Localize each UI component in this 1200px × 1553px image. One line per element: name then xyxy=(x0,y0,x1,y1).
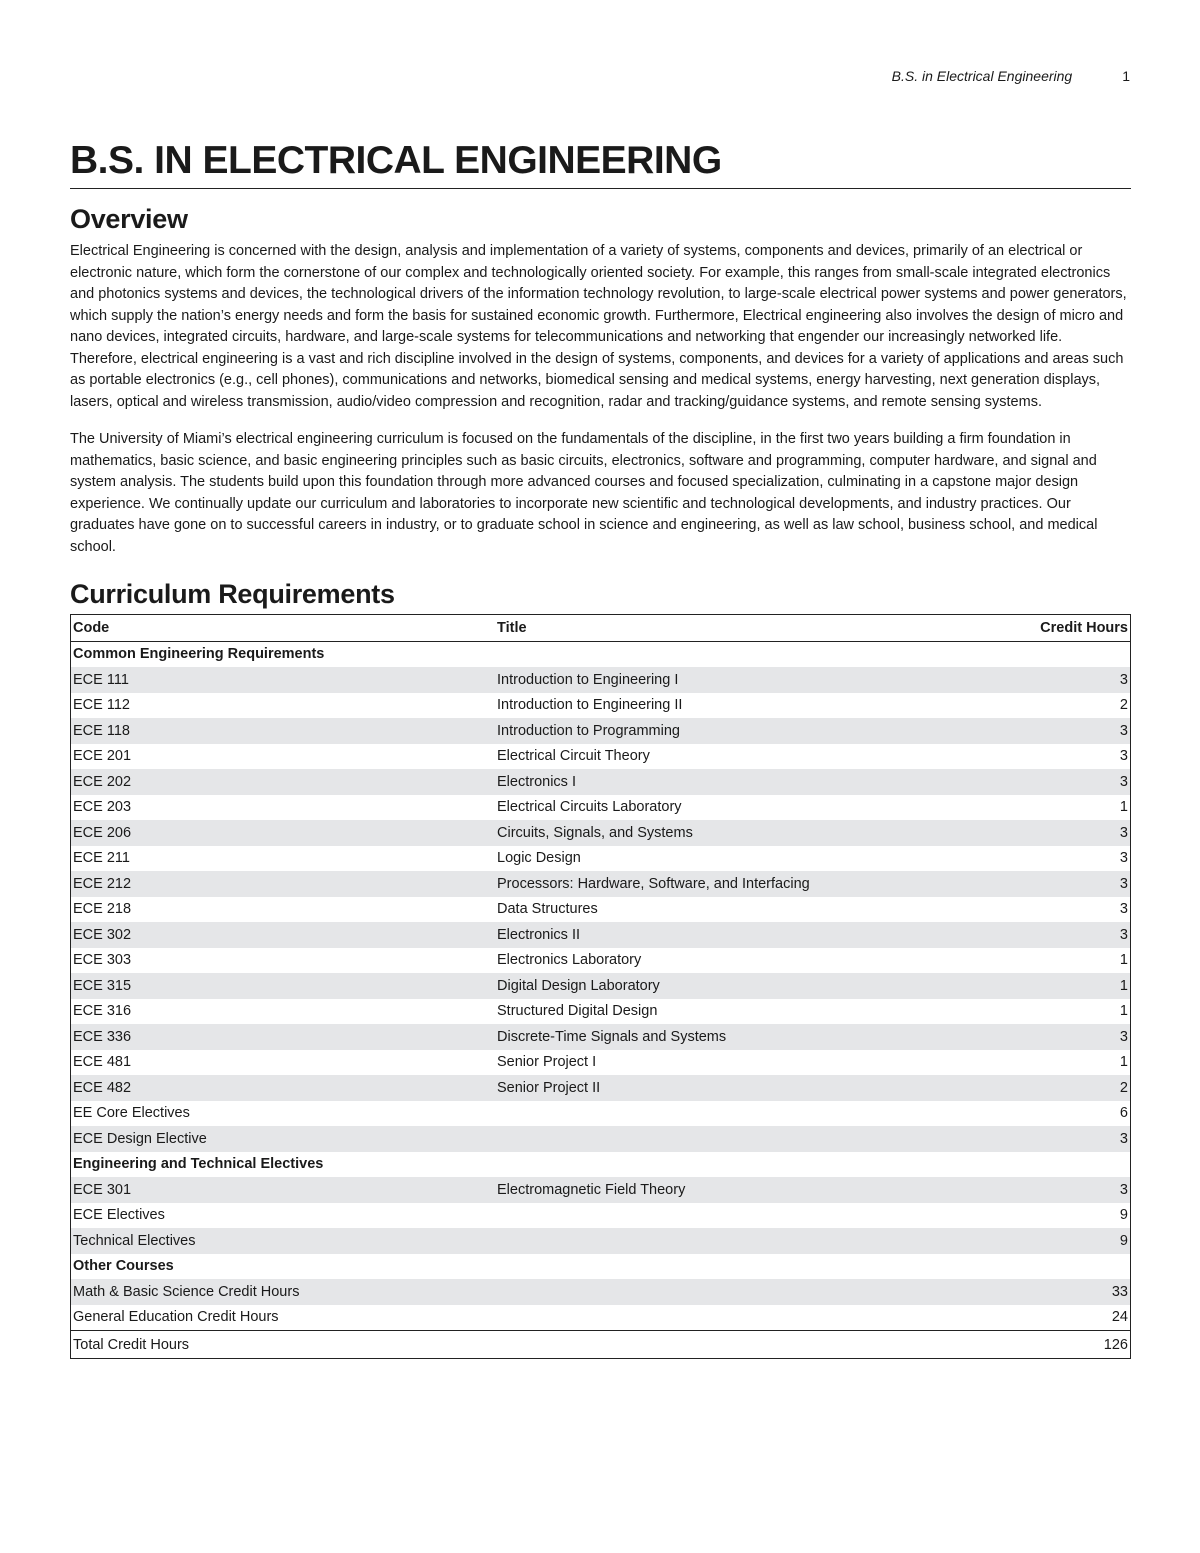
cell-title xyxy=(495,1203,987,1229)
cell-code: ECE 201 xyxy=(73,748,132,765)
table-row xyxy=(71,667,1131,693)
cell-title: Introduction to Programming xyxy=(495,718,987,744)
cell-code: ECE 112 xyxy=(73,697,130,714)
cell-credit-hours: 1 xyxy=(1119,1054,1128,1071)
cell-code: ECE 206 xyxy=(71,820,496,846)
overview-paragraph-1: Electrical Engineering is concerned with the design, analysis and implementation of a variety of systems, components and devices, primarily of an electrical or electronic nature, which form the cornerstone of our complex and technologically oriented society. For example, this ranges from small-scale integrated electronics and photonics systems and devices, the technological drivers of the information technology revolution, to large-scale electrical power systems and power generators, which supply the nation’s energy needs and form the basis for sustained economic growth. Furthermore, Electrical engineering also involves the design of micro and nano devices, integrated circuits, hardware, and large-scale systems for telecommunications and networking that engender our increasingly networked life. Therefore, electrical engineering is a vast and rich discipline involved in the design of systems, components, and devices for a variety of applications and areas such as portable electronics (e.g., cell phones), communications and networks, biomedical sensing and medical systems, energy harvesting, next generation displays, lasers, optical and wireless transmission, audio/video compression and recognition, radar and tracking/guidance systems, and remote sensing systems. xyxy=(70,243,1127,410)
cell-title: Logic Design xyxy=(497,850,581,867)
table-row xyxy=(71,1126,1131,1152)
cell-title xyxy=(495,1254,987,1280)
table-row xyxy=(71,1075,1131,1101)
cell-code: EE Core Electives xyxy=(73,1105,190,1122)
curriculum-table-body xyxy=(71,641,1131,1331)
table-row xyxy=(71,718,1131,744)
table-row xyxy=(71,1228,1131,1254)
cell-credit-hours xyxy=(987,1152,1130,1178)
cell-title: Processors: Hardware, Software, and Interfacing xyxy=(495,871,987,897)
cell-title: Electronics I xyxy=(495,769,987,795)
cell-code: ECE 111 xyxy=(71,667,496,693)
cell-code: Math & Basic Science Credit Hours xyxy=(71,1279,496,1305)
cell-credit-hours: 3 xyxy=(987,922,1130,948)
total-label: Total Credit Hours xyxy=(71,1331,988,1359)
table-row xyxy=(71,795,1131,821)
cell-title: Electronics II xyxy=(495,922,987,948)
cell-title: Introduction to Engineering II xyxy=(497,697,683,714)
table-row xyxy=(71,1279,1131,1305)
cell-code: ECE 482 xyxy=(71,1075,496,1101)
cell-credit-hours: 6 xyxy=(1119,1105,1128,1122)
cell-title: Electrical Circuit Theory xyxy=(497,748,650,765)
table-row xyxy=(71,1177,1131,1203)
cell-title: Digital Design Laboratory xyxy=(495,973,987,999)
cell-credit-hours: 3 xyxy=(987,871,1130,897)
cell-credit-hours: 3 xyxy=(987,718,1130,744)
cell-code: ECE 301 xyxy=(71,1177,496,1203)
table-section-row xyxy=(71,1254,1131,1280)
cell-code: ECE 303 xyxy=(73,952,132,969)
cell-code: Other Courses xyxy=(73,1258,174,1275)
table-row xyxy=(71,871,1131,897)
curriculum-table xyxy=(70,614,1131,1359)
running-head xyxy=(892,68,1130,84)
cell-title: Electromagnetic Field Theory xyxy=(495,1177,987,1203)
table-header-row xyxy=(71,615,1131,642)
table-row xyxy=(71,1101,1131,1127)
table-row xyxy=(71,948,1131,974)
cell-title xyxy=(495,1152,987,1178)
cell-title: Electrical Circuits Laboratory xyxy=(497,799,682,816)
table-row xyxy=(71,846,1131,872)
cell-code: ECE 315 xyxy=(71,973,496,999)
cell-title: Introduction to Engineering I xyxy=(495,667,987,693)
cell-title xyxy=(495,1228,987,1254)
cell-credit-hours: 2 xyxy=(987,1075,1130,1101)
cell-credit-hours: 3 xyxy=(987,667,1130,693)
column-header-code: Code xyxy=(71,615,496,642)
cell-credit-hours: 1 xyxy=(1119,1003,1128,1020)
cell-credit-hours: 9 xyxy=(1119,1207,1128,1224)
table-row xyxy=(71,1050,1131,1076)
cell-code: ECE 118 xyxy=(71,718,496,744)
cell-code: General Education Credit Hours xyxy=(73,1309,279,1326)
cell-credit-hours: 3 xyxy=(987,769,1130,795)
table-row xyxy=(71,820,1131,846)
cell-code: ECE 203 xyxy=(73,799,132,816)
cell-credit-hours: 3 xyxy=(1119,748,1128,765)
cell-credit-hours: 3 xyxy=(987,1024,1130,1050)
cell-title xyxy=(495,1305,987,1331)
cell-credit-hours: 3 xyxy=(1119,901,1128,918)
overview-heading: Overview xyxy=(70,204,188,234)
cell-code: ECE 211 xyxy=(73,850,130,867)
table-row xyxy=(71,999,1131,1025)
table-row xyxy=(71,922,1131,948)
page-number: 1 xyxy=(1122,68,1130,84)
table-row xyxy=(71,744,1131,770)
cell-title: Data Structures xyxy=(497,901,598,918)
cell-credit-hours: 1 xyxy=(1119,799,1128,816)
cell-credit-hours: 24 xyxy=(1111,1309,1128,1326)
cell-credit-hours: 1 xyxy=(1119,952,1128,969)
cell-title xyxy=(495,1126,987,1152)
cell-code: ECE 212 xyxy=(71,871,496,897)
cell-title: Electronics Laboratory xyxy=(497,952,642,969)
cell-title: Senior Project I xyxy=(497,1054,597,1071)
cell-title: Circuits, Signals, and Systems xyxy=(495,820,987,846)
cell-code: ECE 218 xyxy=(73,901,132,918)
column-header-credit-hours: Credit Hours xyxy=(987,615,1130,642)
table-section-row xyxy=(71,641,1131,667)
cell-title: Discrete-Time Signals and Systems xyxy=(495,1024,987,1050)
cell-title: Structured Digital Design xyxy=(497,1003,658,1020)
table-row xyxy=(71,769,1131,795)
cell-title xyxy=(495,1101,987,1127)
total-hours: 126 xyxy=(987,1331,1130,1359)
overview-paragraph-2: The University of Miami’s electrical engineering curriculum is focused on the fundamentals of the discipline, in the first two years building a firm foundation in mathematics, basic science, and basic engineering principles such as basic circuits, electronics, software and programming, computer hardware, and signal and system analysis. The students build upon this foundation through more advanced courses and focused specialization, culminating in a capstone major design experience. We continually update our curriculum and laboratories to incorporate new scientific and technological developments, and industry practices. Our graduates have gone on to successful careers in industry, or to graduate school in science and engineering, as well as law school, business school, and medical school. xyxy=(70,431,1098,555)
table-section-row xyxy=(71,1152,1131,1178)
curriculum-heading: Curriculum Requirements xyxy=(70,579,395,609)
cell-code: ECE 302 xyxy=(71,922,496,948)
table-row xyxy=(71,1024,1131,1050)
table-row xyxy=(71,973,1131,999)
cell-credit-hours: 1 xyxy=(987,973,1130,999)
cell-credit-hours: 3 xyxy=(1119,850,1128,867)
cell-credit-hours: 2 xyxy=(1119,697,1128,714)
column-header-title: Title xyxy=(495,615,987,642)
cell-code: ECE Design Elective xyxy=(71,1126,496,1152)
cell-code: ECE 202 xyxy=(71,769,496,795)
table-row xyxy=(71,693,1131,719)
cell-credit-hours xyxy=(987,1254,1130,1280)
cell-credit-hours: 3 xyxy=(987,820,1130,846)
table-row xyxy=(71,1203,1131,1229)
cell-credit-hours: 33 xyxy=(987,1279,1130,1305)
cell-title xyxy=(495,641,987,667)
cell-credit-hours: 9 xyxy=(987,1228,1130,1254)
cell-code: Technical Electives xyxy=(71,1228,496,1254)
table-row xyxy=(71,1305,1131,1331)
cell-credit-hours xyxy=(987,641,1130,667)
page-content xyxy=(70,138,1131,1359)
running-head-title: B.S. in Electrical Engineering xyxy=(891,68,1073,84)
cell-code: Engineering and Technical Electives xyxy=(73,1156,324,1173)
cell-code: ECE Electives xyxy=(73,1207,165,1224)
cell-code: ECE 481 xyxy=(73,1054,132,1071)
cell-code: ECE 316 xyxy=(73,1003,132,1020)
cell-code: ECE 336 xyxy=(71,1024,496,1050)
table-row xyxy=(71,897,1131,923)
cell-title: Senior Project II xyxy=(495,1075,987,1101)
total-row xyxy=(71,1331,1131,1359)
cell-credit-hours: 3 xyxy=(987,1177,1130,1203)
cell-title xyxy=(495,1279,987,1305)
cell-credit-hours: 3 xyxy=(987,1126,1130,1152)
page-title: B.S. IN ELECTRICAL ENGINEERING xyxy=(70,138,1131,189)
cell-code: Common Engineering Requirements xyxy=(73,646,325,663)
